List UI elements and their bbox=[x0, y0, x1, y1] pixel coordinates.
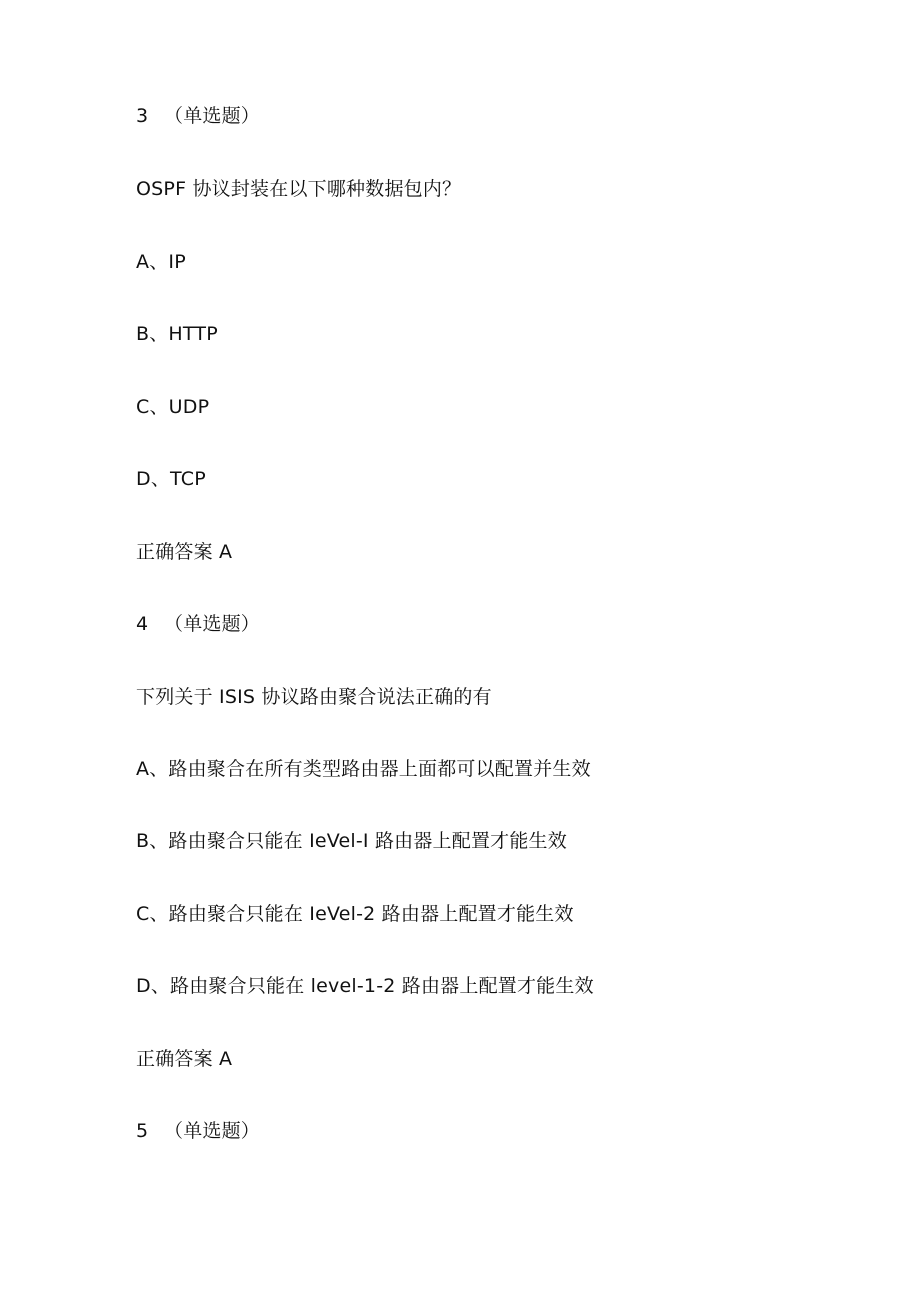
question-3-stem: OSPF 协议封装在以下哪种数据包内？ bbox=[136, 178, 462, 200]
question-3-option-b: B、HTTP bbox=[136, 323, 218, 345]
question-4-option-c: C、路由聚合只能在 IeVel-2 路由器上配置才能生效 bbox=[136, 903, 574, 925]
question-4-header bbox=[136, 612, 260, 636]
question-number: 5 bbox=[136, 1120, 149, 1142]
question-4-stem: 下列关于 ISIS 协议路由聚合说法正确的有 bbox=[136, 686, 492, 708]
question-number: 3 bbox=[136, 105, 149, 127]
question-3-answer: 正确答案 A bbox=[136, 541, 233, 563]
question-3-option-a: A、IP bbox=[136, 251, 186, 273]
question-4-option-d: D、路由聚合只能在 level-1-2 路由器上配置才能生效 bbox=[136, 975, 594, 997]
question-3-option-d: D、TCP bbox=[136, 468, 206, 490]
question-type: （单选题） bbox=[164, 105, 261, 127]
question-5-header bbox=[136, 1119, 260, 1143]
question-number: 4 bbox=[136, 613, 149, 635]
question-4-option-b: B、路由聚合只能在 IeVel-I 路由器上配置才能生效 bbox=[136, 830, 567, 852]
question-type: （单选题） bbox=[164, 1120, 261, 1142]
question-3-header bbox=[136, 104, 260, 128]
question-type: （单选题） bbox=[164, 613, 261, 635]
question-4-option-a: A、路由聚合在所有类型路由器上面都可以配置并生效 bbox=[136, 758, 591, 780]
question-4-answer: 正确答案 A bbox=[136, 1048, 233, 1070]
question-3-option-c: C、UDP bbox=[136, 396, 210, 418]
